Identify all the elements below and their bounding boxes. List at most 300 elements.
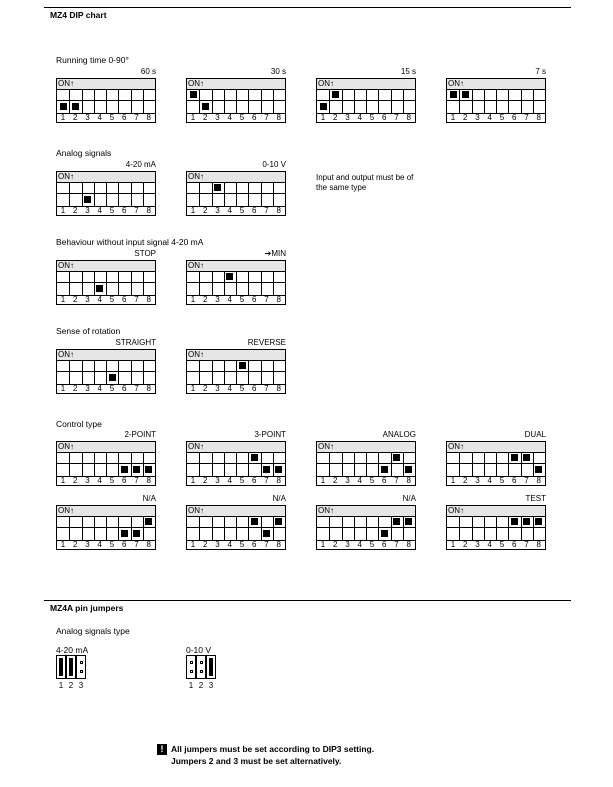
switch-off-marker <box>263 466 270 473</box>
switch-label: 0-10 V <box>262 160 286 169</box>
switch-numbers <box>187 540 285 550</box>
switch-off-marker <box>121 530 128 537</box>
switch-number: 8 <box>146 206 151 215</box>
cell-divider <box>106 182 107 206</box>
switch-on-marker <box>523 518 530 525</box>
on-arrow-label: ON↑ <box>318 506 334 515</box>
switch-label: ➔MIN <box>264 249 286 258</box>
cell-divider <box>82 271 83 295</box>
switch-number: 2 <box>73 295 78 304</box>
switch-number: 2 <box>73 476 78 485</box>
cell-divider <box>533 452 534 476</box>
cell-divider <box>94 516 95 540</box>
cell-divider <box>69 360 70 384</box>
cell-divider <box>212 452 213 476</box>
switch-off-marker <box>109 374 116 381</box>
cell-divider <box>391 89 392 113</box>
group-title-rotation: Sense of rotation <box>56 326 121 336</box>
switch-on-marker <box>145 518 152 525</box>
cell-divider <box>342 516 343 540</box>
switch-number: 2 <box>333 540 338 549</box>
switch-on-marker <box>251 518 258 525</box>
switch-number: 1 <box>190 540 196 549</box>
cell-divider <box>118 271 119 295</box>
switch-number: 4 <box>97 384 102 393</box>
switch-number: 8 <box>406 540 411 549</box>
cell-divider <box>472 89 473 113</box>
switch-number: 5 <box>369 113 375 122</box>
dip-switch <box>446 505 546 550</box>
dip-switch <box>56 171 156 216</box>
switch-number: 4 <box>97 295 102 304</box>
switch-label: DUAL <box>524 430 546 439</box>
cell-divider <box>248 516 249 540</box>
switch-number: 7 <box>134 384 139 393</box>
switch-number: 3 <box>85 295 90 304</box>
cell-divider <box>248 452 249 476</box>
group-title-analog-signals: Analog signals <box>56 148 112 158</box>
switch-number: 8 <box>276 384 281 393</box>
cell-divider <box>378 452 379 476</box>
switch-numbers <box>317 476 415 486</box>
switch-number: 7 <box>134 113 139 122</box>
cell-divider <box>106 360 107 384</box>
switch-on-marker <box>239 362 246 369</box>
switch-number: 7 <box>264 384 269 393</box>
cell-divider <box>199 516 200 540</box>
switch-number: 2 <box>203 206 208 215</box>
switch-number: 2 <box>203 295 208 304</box>
cell-divider <box>261 271 262 295</box>
cell-divider <box>224 516 225 540</box>
cell-divider <box>199 271 200 295</box>
switch-off-marker <box>145 466 152 473</box>
cell-divider <box>354 516 355 540</box>
switch-label: 4-20 mA <box>125 160 156 169</box>
switch-number: 6 <box>252 113 257 122</box>
cell-divider <box>236 182 237 206</box>
cell-divider <box>342 89 343 113</box>
dip-switch <box>186 441 286 486</box>
switch-number: 1 <box>320 113 326 122</box>
cell-divider <box>378 89 379 113</box>
dip-switch <box>446 441 546 486</box>
switch-number: 2 <box>203 113 208 122</box>
switch-numbers <box>57 384 155 394</box>
dip-switch <box>186 349 286 394</box>
switch-number: 4 <box>97 206 102 215</box>
cell-divider <box>69 182 70 206</box>
switch-numbers <box>57 476 155 486</box>
switch-numbers <box>187 476 285 486</box>
top-rule <box>44 7 571 8</box>
switch-number: 8 <box>536 540 541 549</box>
cell-divider <box>403 516 404 540</box>
cell-divider <box>143 271 144 295</box>
cell-divider <box>212 516 213 540</box>
cell-divider <box>354 89 355 113</box>
switch-off-marker <box>535 466 542 473</box>
cell-divider <box>94 452 95 476</box>
switch-number: 7 <box>134 476 139 485</box>
switch-on-marker <box>535 518 542 525</box>
switch-number: 8 <box>146 113 151 122</box>
switch-number: 2 <box>203 384 208 393</box>
on-arrow-label: ON↑ <box>188 442 204 451</box>
switch-on-marker <box>450 91 457 98</box>
switch-numbers <box>447 540 545 550</box>
switch-number: 3 <box>215 540 220 549</box>
cell-divider <box>106 271 107 295</box>
section2-title: MZ4A pin jumpers <box>50 603 124 613</box>
warning-line-2: Jumpers 2 and 3 must be set alternatively. <box>171 756 342 766</box>
switch-number: 4 <box>227 113 232 122</box>
switch-number: 6 <box>122 384 127 393</box>
switch-number: 1 <box>320 540 326 549</box>
jumper-pin-pair <box>56 655 66 679</box>
cell-divider <box>459 89 460 113</box>
switch-numbers <box>57 113 155 123</box>
cell-divider <box>224 452 225 476</box>
switch-number: 8 <box>276 476 281 485</box>
switch-number: 8 <box>146 476 151 485</box>
switch-number: 4 <box>227 295 232 304</box>
dip-switch <box>56 441 156 486</box>
cell-divider <box>366 89 367 113</box>
jumper-pin <box>80 670 83 673</box>
switch-number: 6 <box>122 540 127 549</box>
jumper-pin <box>190 670 193 673</box>
jumper-pin-pair <box>76 655 86 679</box>
switch-number: 8 <box>406 476 411 485</box>
cell-divider <box>224 271 225 295</box>
cell-divider <box>118 182 119 206</box>
jumper-pin-number: 2 <box>68 681 74 690</box>
switch-numbers <box>187 384 285 394</box>
switch-numbers <box>447 113 545 123</box>
cell-divider <box>273 452 274 476</box>
switch-number: 6 <box>252 476 257 485</box>
cell-divider <box>143 516 144 540</box>
cell-divider <box>496 89 497 113</box>
switch-number: 1 <box>190 295 196 304</box>
cell-divider <box>533 516 534 540</box>
on-arrow-label: ON↑ <box>188 172 204 181</box>
switch-number: 5 <box>239 476 245 485</box>
switch-off-marker <box>133 466 140 473</box>
switch-number: 6 <box>382 540 387 549</box>
switch-number: 8 <box>276 113 281 122</box>
switch-number: 5 <box>109 295 115 304</box>
cell-divider <box>199 360 200 384</box>
jumper-pin-number: 3 <box>78 681 84 690</box>
mid-rule <box>44 600 571 601</box>
jumper-pin-pair <box>196 655 206 679</box>
dip-switch <box>186 260 286 305</box>
jumper-pin <box>200 670 203 673</box>
switch-on-marker <box>393 454 400 461</box>
switch-number: 6 <box>512 540 517 549</box>
switch-number: 3 <box>475 113 480 122</box>
switch-on-marker <box>214 184 221 191</box>
switch-number: 5 <box>499 540 505 549</box>
switch-number: 3 <box>345 540 350 549</box>
switch-label: 30 s <box>270 67 286 76</box>
switch-number: 7 <box>264 206 269 215</box>
switch-number: 3 <box>215 206 220 215</box>
cell-divider <box>94 89 95 113</box>
switch-number: 5 <box>239 384 245 393</box>
cell-divider <box>472 452 473 476</box>
switch-number: 8 <box>276 206 281 215</box>
switch-number: 2 <box>333 476 338 485</box>
switch-on-marker <box>511 454 518 461</box>
jumper-pin <box>200 661 203 664</box>
switch-number: 8 <box>536 113 541 122</box>
switch-number: 3 <box>215 113 220 122</box>
switch-number: 7 <box>264 476 269 485</box>
dip-switch <box>186 171 286 216</box>
switch-on-marker <box>251 454 258 461</box>
switch-label: STOP <box>134 249 156 258</box>
switch-number: 7 <box>134 540 139 549</box>
switch-off-marker <box>263 530 270 537</box>
switch-number: 5 <box>499 113 505 122</box>
switch-number: 8 <box>146 384 151 393</box>
switch-off-marker <box>320 103 327 110</box>
cell-divider <box>143 182 144 206</box>
switch-numbers <box>57 295 155 305</box>
jumper-cap <box>209 658 213 676</box>
cell-divider <box>94 360 95 384</box>
cell-divider <box>131 360 132 384</box>
switch-numbers <box>317 113 415 123</box>
cell-divider <box>261 182 262 206</box>
cell-divider <box>69 89 70 113</box>
switch-number: 6 <box>512 113 517 122</box>
switch-label: 3-POINT <box>254 430 286 439</box>
switch-label: N/A <box>142 494 156 503</box>
dip-switch <box>186 78 286 123</box>
switch-number: 3 <box>85 113 90 122</box>
on-arrow-label: ON↑ <box>448 442 464 451</box>
jumper-pin <box>190 661 193 664</box>
switch-number: 4 <box>357 113 362 122</box>
cell-divider <box>248 271 249 295</box>
cell-divider <box>118 89 119 113</box>
switch-number: 1 <box>60 295 66 304</box>
switch-number: 3 <box>85 540 90 549</box>
cell-divider <box>236 89 237 113</box>
switch-number: 3 <box>345 113 350 122</box>
switch-number: 2 <box>73 113 78 122</box>
switch-label: 7 s <box>535 67 546 76</box>
cell-divider <box>82 89 83 113</box>
switch-number: 1 <box>190 384 196 393</box>
switch-number: 2 <box>73 206 78 215</box>
switch-number: 5 <box>239 540 245 549</box>
switch-on-marker <box>275 518 282 525</box>
cell-divider <box>118 516 119 540</box>
switch-numbers <box>447 476 545 486</box>
cell-divider <box>143 452 144 476</box>
cell-divider <box>248 182 249 206</box>
switch-number: 8 <box>146 540 151 549</box>
switch-number: 6 <box>512 476 517 485</box>
cell-divider <box>496 516 497 540</box>
dip-switch <box>186 505 286 550</box>
switch-on-marker <box>511 518 518 525</box>
cell-divider <box>212 360 213 384</box>
switch-number: 1 <box>60 540 66 549</box>
cell-divider <box>69 452 70 476</box>
switch-numbers <box>187 113 285 123</box>
switch-number: 1 <box>320 476 326 485</box>
switch-number: 2 <box>73 540 78 549</box>
switch-off-marker <box>72 103 79 110</box>
dip-switch <box>316 505 416 550</box>
cell-divider <box>131 271 132 295</box>
switch-number: 2 <box>463 476 468 485</box>
switch-number: 4 <box>487 113 492 122</box>
cell-divider <box>366 516 367 540</box>
switch-number: 7 <box>264 295 269 304</box>
switch-number: 7 <box>524 540 529 549</box>
cell-divider <box>472 516 473 540</box>
switch-numbers <box>187 206 285 216</box>
switch-number: 2 <box>463 113 468 122</box>
switch-number: 5 <box>369 540 375 549</box>
cell-divider <box>212 182 213 206</box>
cell-divider <box>143 360 144 384</box>
cell-divider <box>484 452 485 476</box>
switch-number: 6 <box>252 295 257 304</box>
switch-number: 3 <box>345 476 350 485</box>
dip-switch <box>56 349 156 394</box>
cell-divider <box>224 360 225 384</box>
dip-switch <box>56 78 156 123</box>
on-arrow-label: ON↑ <box>58 79 74 88</box>
switch-on-marker <box>462 91 469 98</box>
cell-divider <box>82 516 83 540</box>
cell-divider <box>106 516 107 540</box>
cell-divider <box>366 452 367 476</box>
switch-number: 1 <box>190 113 196 122</box>
switch-number: 1 <box>450 476 456 485</box>
switch-number: 5 <box>369 476 375 485</box>
switch-number: 7 <box>134 206 139 215</box>
switch-number: 8 <box>536 476 541 485</box>
cell-divider <box>459 516 460 540</box>
switch-off-marker <box>275 466 282 473</box>
jumper-pin-number: 1 <box>188 681 194 690</box>
switch-number: 3 <box>85 384 90 393</box>
cell-divider <box>236 271 237 295</box>
cell-divider <box>391 452 392 476</box>
cell-divider <box>521 89 522 113</box>
cell-divider <box>236 516 237 540</box>
switch-numbers <box>187 295 285 305</box>
jumper-pin <box>80 661 83 664</box>
switch-number: 7 <box>524 113 529 122</box>
switch-number: 7 <box>394 476 399 485</box>
switch-label: 15 s <box>400 67 416 76</box>
on-arrow-label: ON↑ <box>318 442 334 451</box>
group-title-control-type: Control type <box>56 419 102 429</box>
dip-switch <box>446 78 546 123</box>
switch-number: 3 <box>215 295 220 304</box>
cell-divider <box>131 182 132 206</box>
switch-number: 8 <box>146 295 151 304</box>
switch-number: 5 <box>109 206 115 215</box>
switch-number: 4 <box>227 476 232 485</box>
on-arrow-label: ON↑ <box>448 506 464 515</box>
switch-number: 5 <box>239 295 245 304</box>
switch-number: 5 <box>239 113 245 122</box>
switch-on-marker <box>523 454 530 461</box>
cell-divider <box>118 452 119 476</box>
group-title-behaviour: Behaviour without input signal 4-20 mA <box>56 237 204 247</box>
switch-off-marker <box>202 103 209 110</box>
dip-switch <box>56 260 156 305</box>
switch-label: STRAIGHT <box>115 338 156 347</box>
cell-divider <box>329 89 330 113</box>
jumper-pin-pair <box>206 655 216 679</box>
cell-divider <box>484 516 485 540</box>
switch-number: 3 <box>475 476 480 485</box>
switch-number: 8 <box>276 540 281 549</box>
jumper-label-0-10v: 0-10 V <box>186 645 212 655</box>
jumper-group-title: Analog signals type <box>56 626 130 636</box>
switch-number: 3 <box>215 476 220 485</box>
switch-number: 1 <box>60 476 66 485</box>
switch-label: 60 s <box>140 67 156 76</box>
switch-number: 6 <box>382 476 387 485</box>
on-arrow-label: ON↑ <box>188 506 204 515</box>
switch-number: 4 <box>487 540 492 549</box>
switch-off-marker <box>133 530 140 537</box>
cell-divider <box>261 360 262 384</box>
switch-number: 2 <box>203 476 208 485</box>
cell-divider <box>131 516 132 540</box>
switch-number: 6 <box>252 540 257 549</box>
dip-switch <box>56 505 156 550</box>
switch-number: 1 <box>60 206 66 215</box>
switch-number: 3 <box>215 384 220 393</box>
cell-divider <box>403 452 404 476</box>
on-arrow-label: ON↑ <box>58 350 74 359</box>
group-title-running-time: Running time 0-90° <box>56 55 129 65</box>
switch-number: 5 <box>109 113 115 122</box>
switch-number: 6 <box>252 384 257 393</box>
switch-number: 5 <box>499 476 505 485</box>
switch-number: 4 <box>357 476 362 485</box>
cell-divider <box>521 452 522 476</box>
cell-divider <box>248 360 249 384</box>
cell-divider <box>131 89 132 113</box>
switch-number: 3 <box>85 206 90 215</box>
switch-numbers <box>317 540 415 550</box>
switch-number: 1 <box>190 476 196 485</box>
switch-off-marker <box>121 466 128 473</box>
switch-number: 4 <box>227 384 232 393</box>
on-arrow-label: ON↑ <box>318 79 334 88</box>
cell-divider <box>521 516 522 540</box>
cell-divider <box>508 89 509 113</box>
jumper-pin-number: 2 <box>198 681 204 690</box>
switch-number: 6 <box>122 476 127 485</box>
jumper-pin-pair <box>66 655 76 679</box>
